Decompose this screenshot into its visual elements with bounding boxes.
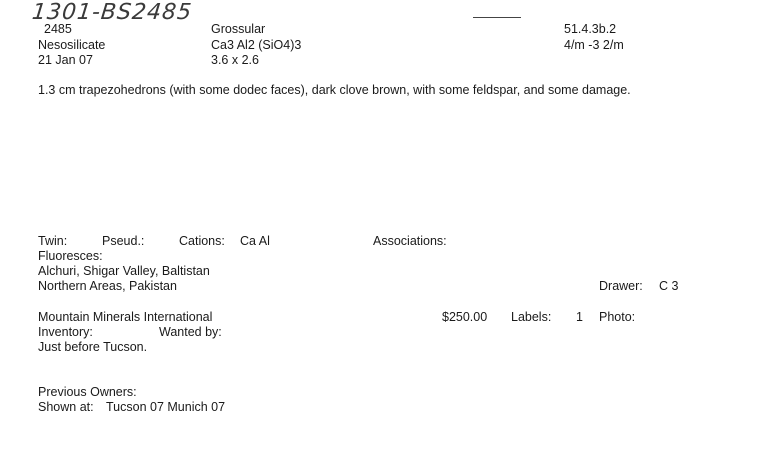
shown-at-value: Tucson 07 Munich 07 bbox=[106, 400, 226, 414]
locality-line-1: Alchuri, Shigar Valley, Baltistan bbox=[38, 264, 210, 278]
mineral-name: Grossular bbox=[211, 22, 266, 36]
twin-label: Twin: bbox=[38, 234, 68, 248]
dealer-source: Mountain Minerals International bbox=[38, 310, 213, 324]
inventory-label: Inventory: bbox=[38, 325, 93, 339]
labels-value: 1 bbox=[576, 310, 583, 324]
photo-label: Photo: bbox=[599, 310, 636, 324]
handwritten-catalog-code: 1301-BS2485 bbox=[30, 0, 194, 25]
previous-owners-label: Previous Owners: bbox=[38, 385, 137, 399]
cations-value: Ca Al bbox=[240, 234, 270, 248]
specimen-description: 1.3 cm trapezohedrons (with some dodec faces), dark clove brown, with some feldspar, and some damage. bbox=[38, 83, 631, 97]
header-rule bbox=[473, 17, 521, 18]
mineral-class: Nesosilicate bbox=[38, 38, 106, 52]
shown-at-label: Shown at: bbox=[38, 400, 94, 414]
purchase-note: Just before Tucson. bbox=[38, 340, 148, 354]
dana-code: 51.4.3b.2 bbox=[564, 22, 617, 36]
drawer-value: C 3 bbox=[659, 279, 679, 293]
associations-label: Associations: bbox=[373, 234, 447, 248]
wanted-by-label: Wanted by: bbox=[159, 325, 222, 339]
cations-label: Cations: bbox=[179, 234, 225, 248]
fluoresces-label: Fluoresces: bbox=[38, 249, 103, 263]
crystal-symmetry: 4/m -3 2/m bbox=[564, 38, 624, 52]
acquisition-date: 21 Jan 07 bbox=[38, 53, 93, 67]
specimen-size: 3.6 x 2.6 bbox=[211, 53, 259, 67]
labels-label: Labels: bbox=[511, 310, 552, 324]
locality-line-2: Northern Areas, Pakistan bbox=[38, 279, 177, 293]
chemical-formula: Ca3 Al2 (SiO4)3 bbox=[211, 38, 302, 52]
specimen-number: 2485 bbox=[44, 22, 72, 36]
price: $250.00 bbox=[442, 310, 488, 324]
pseud-label: Pseud.: bbox=[102, 234, 145, 248]
drawer-label: Drawer: bbox=[599, 279, 643, 293]
